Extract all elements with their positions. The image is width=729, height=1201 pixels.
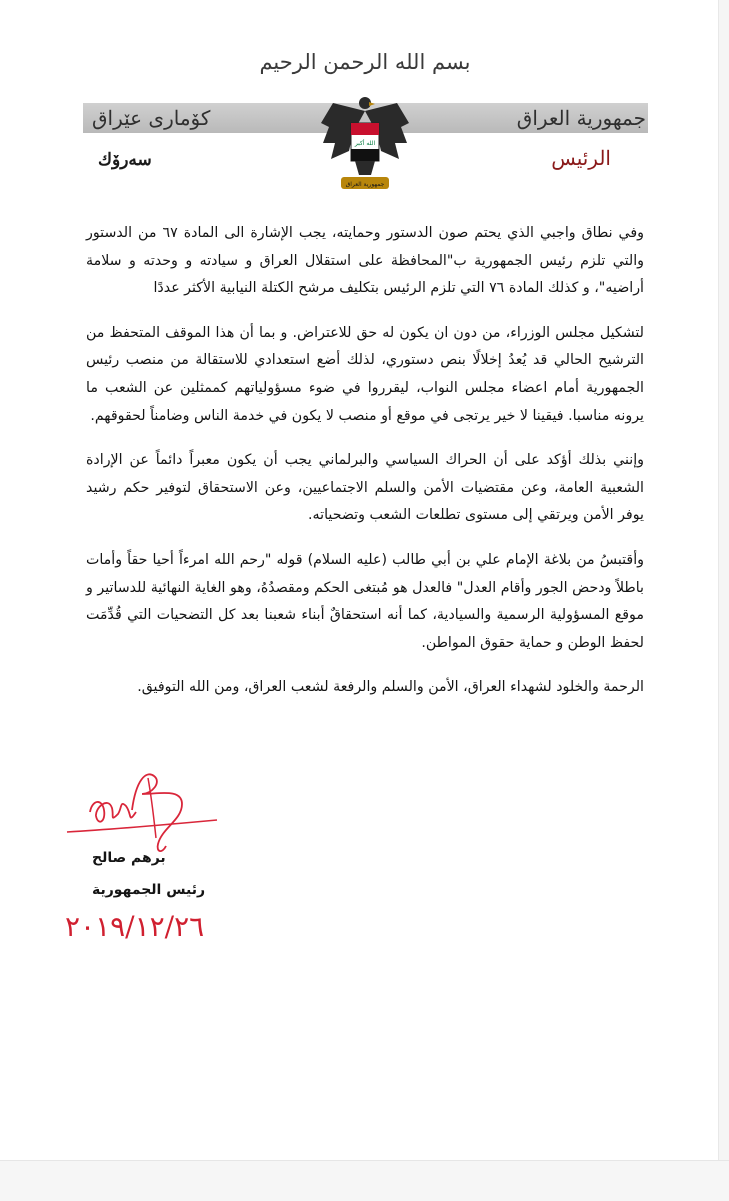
handwritten-date: ٢٠١٩/١٢/٢٦: [65, 910, 205, 943]
handwritten-signature: [62, 760, 222, 860]
signatory-title: رئيس الجمهورية: [92, 882, 206, 898]
basmala: بسم الله الرحمن الرحيم: [259, 50, 471, 74]
letter-body: [86, 220, 644, 719]
eagle-emblem-icon: [315, 93, 415, 198]
signatory-name: برهم صالح: [92, 850, 166, 866]
shield-text: الله أكبر: [354, 140, 376, 147]
page-bottom-edge: [0, 1160, 729, 1201]
republic-kurdish-title: كۆماری عێراق: [92, 106, 211, 130]
page-side-edge: [718, 0, 729, 1200]
paragraph-imam-ali-quote: وأقتبسُ من بلاغة الإمام علي بن أبي طالب (عليه السلام) قوله "رحم الله امرءاً أحيا حقاً وأمات باطلاً ودحض الجور وأقام العدل" فالعدل هو مُبتغى الحكم ومقصدُهُ، وهو الغاية النهائية للدساتير و موقع المسؤولية الرسمية والسيادية، كما أنه استحقاقٌ أبناء شعبنا بعد كل التضحيات التي قُدِّمَت لحفظ الوطن و حماية حقوق المواطن.: [86, 551, 644, 651]
president-arabic-label: الرئيس: [551, 146, 611, 170]
president-kurdish-label: سەرۆك: [98, 150, 152, 170]
emblem-scroll-text: جمهورية العراق: [345, 181, 385, 188]
paragraph-resignation: لتشكيل مجلس الوزراء، من دون ان يكون له حق للاعتراض. و بما أن هذا الموقف المتحفظ من الترشيح الحالي قد يُعدُ إخلالًا بنص دستوري، لذلك أضع استعدادي للاستقالة من منصب رئيس الجمهورية أمام اعضاء مجلس النواب، ليقرروا في ضوء مسؤولياتهم كممثلين عن الشعب ما يرونه مناسبا. فيقينا لا خير يرتجى في موقع أو منصب لا يكون في خدمة الناس وضامناً لحقوقهم.: [86, 324, 644, 424]
paragraph-closing: الرحمة والخلود لشهداء العراق، الأمن والسلم والرفعة لشعب العراق، ومن الله التوفيق.: [137, 679, 644, 696]
paragraph-constitution: وفي نطاق واجبي الذي يحتم صون الدستور وحمايته، يجب الإشارة الى المادة ٦٧ من الدستور والتي تلزم رئيس الجمهورية ب"المحافظة على استقلال العراق و سيادته و وحدته و سلامة أراضيه"، و كذلك المادة ٧٦ التي تلزم الرئيس بتكليف مرشح الكتلة النيابية الأكثر عددًا: [86, 225, 644, 297]
republic-arabic-title: جمهورية العراق: [516, 106, 646, 130]
paragraph-political-movement: وإنني بذلك أؤكد على أن الحراك السياسي والبرلماني يجب أن يكون معبراً دائماً عن الإرادة الشعبية العامة، وعن مقتضيات الأمن والسلم الاجتماعيين، وعن الاستحقاق لتوفير حكم رشيد يوفر الأمن ويرتقي إلى مستوى تطلعات الشعب وتضحياته.: [86, 452, 644, 524]
